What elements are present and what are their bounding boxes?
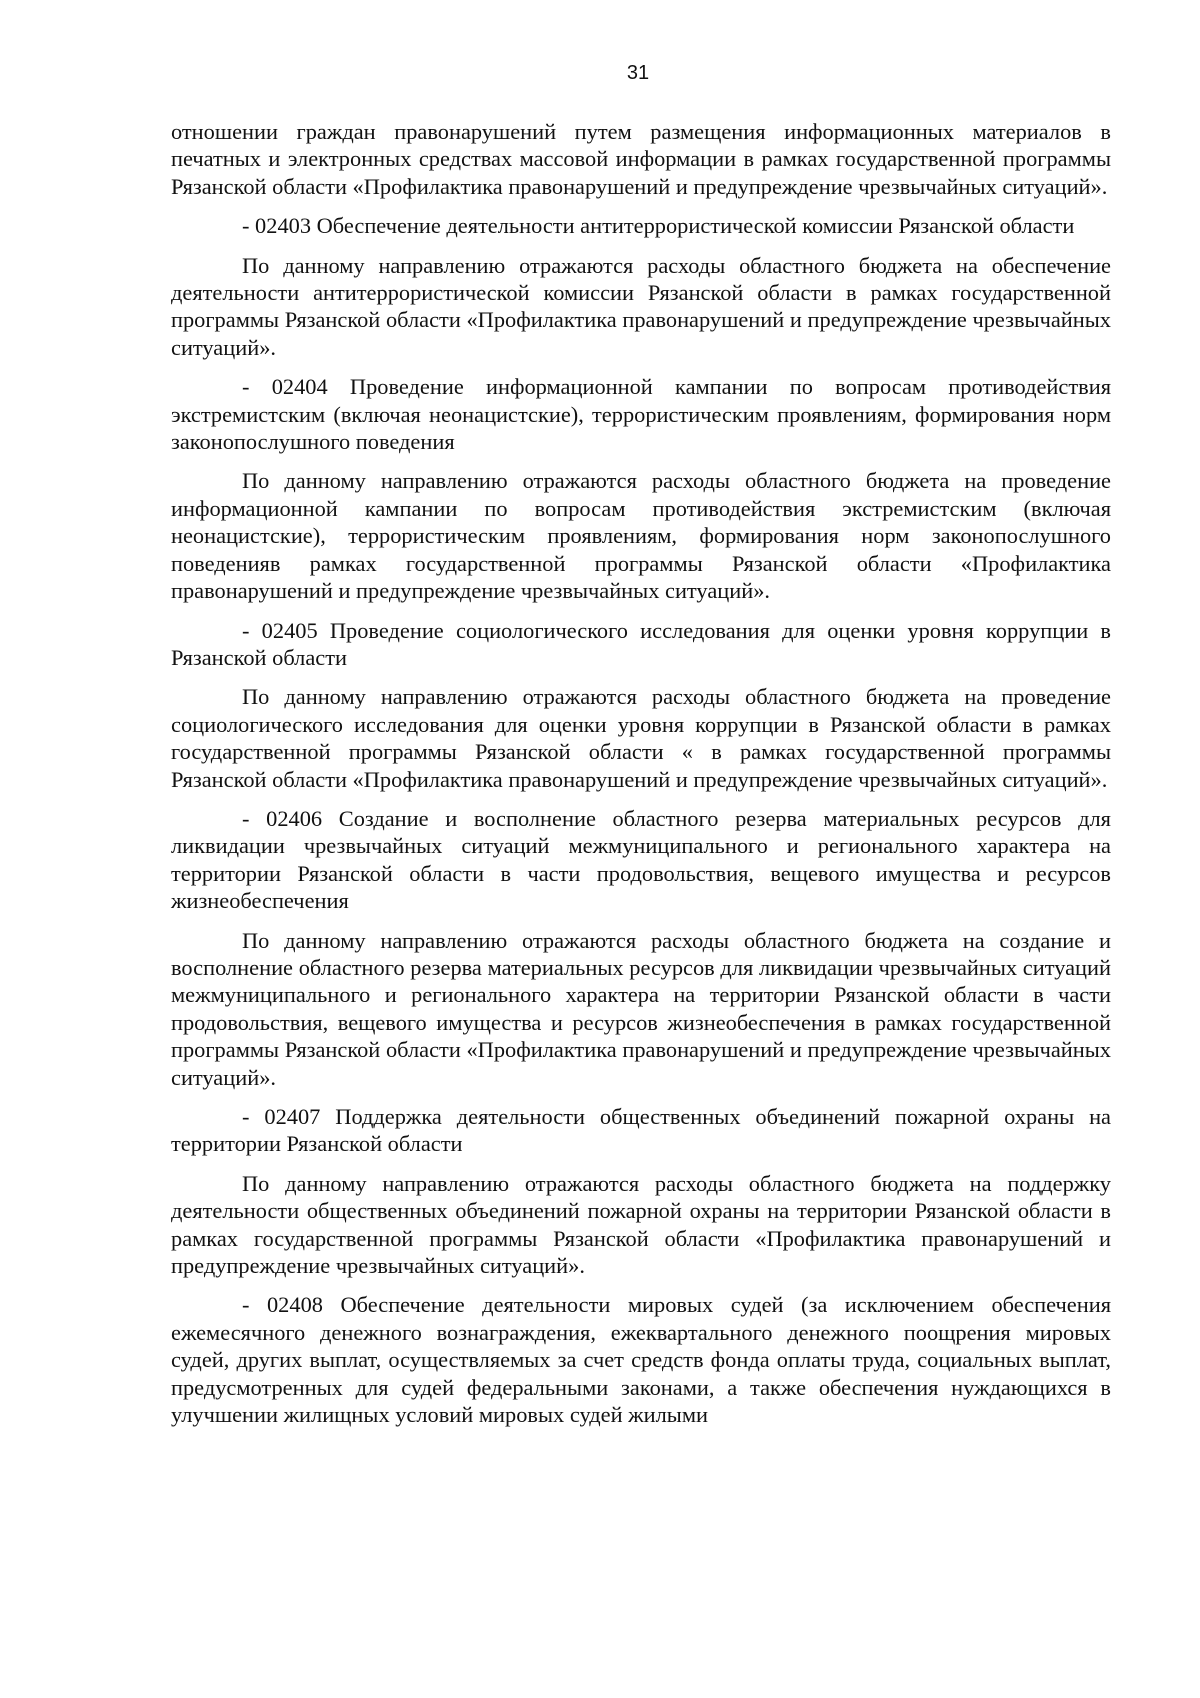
section-heading-02406: - 02406 Создание и восполнение областного резерва материальных ресурсов для ликвидации чрезвычайных ситуаций межмуниципального и регионального характера на территории Рязанской области в части продовольствия, вещевого имущества и ресурсов жизнеобеспечения [171, 805, 1111, 914]
document-body [171, 118, 1111, 1428]
section-heading-02408: - 02408 Обеспечение деятельности мировых судей (за исключением обеспечения ежемесячного денежного вознаграждения, ежеквартального денежного поощрения мировых судей, других выплат, осуществляемых за счет средств фонда оплаты труда, социальных выплат, предусмотренных для судей федеральными законами, а также обеспечения нуждающихся в улучшении жилищных условий мировых судей жилыми [171, 1292, 1111, 1428]
section-text-02405: По данному направлению отражаются расходы областного бюджета на проведение социологического исследования для оценки уровня коррупции в Рязанской области в рамках государственной программы Рязанской области « в рамках государственной программы Рязанской области «Профилактика правонарушений и предупреждение чрезвычайных ситуаций». [171, 684, 1111, 792]
section-text-02403: По данному направлению отражаются расходы областного бюджета на обеспечение деятельности антитеррористической комиссии Рязанской области в рамках государственной программы Рязанской области «Профилактика правонарушений и предупреждение чрезвычайных ситуаций». [171, 252, 1111, 360]
section-heading-02404: - 02404 Проведение информационной кампании по вопросам противодействия экстремистским (включая неонацистские), террористическим проявлениям, формирования норм законопослушного поведения [171, 374, 1111, 455]
paragraph-continuation: отношении граждан правонарушений путем размещения информационных материалов в печатных и электронных средствах массовой информации в рамках государственной программы Рязанской области «Профилактика правонарушений и предупреждение чрезвычайных ситуаций». [171, 119, 1111, 199]
page-number: 31 [626, 62, 650, 84]
section-text-02404: По данному направлению отражаются расходы областного бюджета на проведение информационной кампании по вопросам противодействия экстремистским (включая неонацистские), террористическим проявлениям, формирования норм законопослушного поведенияв рамках государственной программы Рязанской области «Профилактика правонарушений и предупреждение чрезвычайных ситуаций». [171, 468, 1111, 604]
section-heading-02403: - 02403 Обеспечение деятельности антитеррористической комиссии Рязанской области [242, 213, 1075, 239]
section-text-02406: По данному направлению отражаются расходы областного бюджета на создание и восполнение областного резерва материальных ресурсов для ликвидации чрезвычайных ситуаций межмуниципального и регионального характера на территории Рязанской области в части продовольствия, вещевого имущества и ресурсов жизнеобеспечения в рамках государственной программы Рязанской области «Профилактика правонарушений и предупреждение чрезвычайных ситуаций». [171, 927, 1111, 1090]
section-heading-02407: - 02407 Поддержка деятельности общественных объединений пожарной охраны на территории Рязанской области [171, 1104, 1111, 1157]
section-text-02407: По данному направлению отражаются расходы областного бюджета на поддержку деятельности общественных объединений пожарной охраны на территории Рязанской области в рамках государственной программы Рязанской области «Профилактика правонарушений и предупреждение чрезвычайных ситуаций». [171, 1170, 1111, 1279]
section-heading-02405: - 02405 Проведение социологического исследования для оценки уровня коррупции в Рязанской области [171, 617, 1111, 670]
